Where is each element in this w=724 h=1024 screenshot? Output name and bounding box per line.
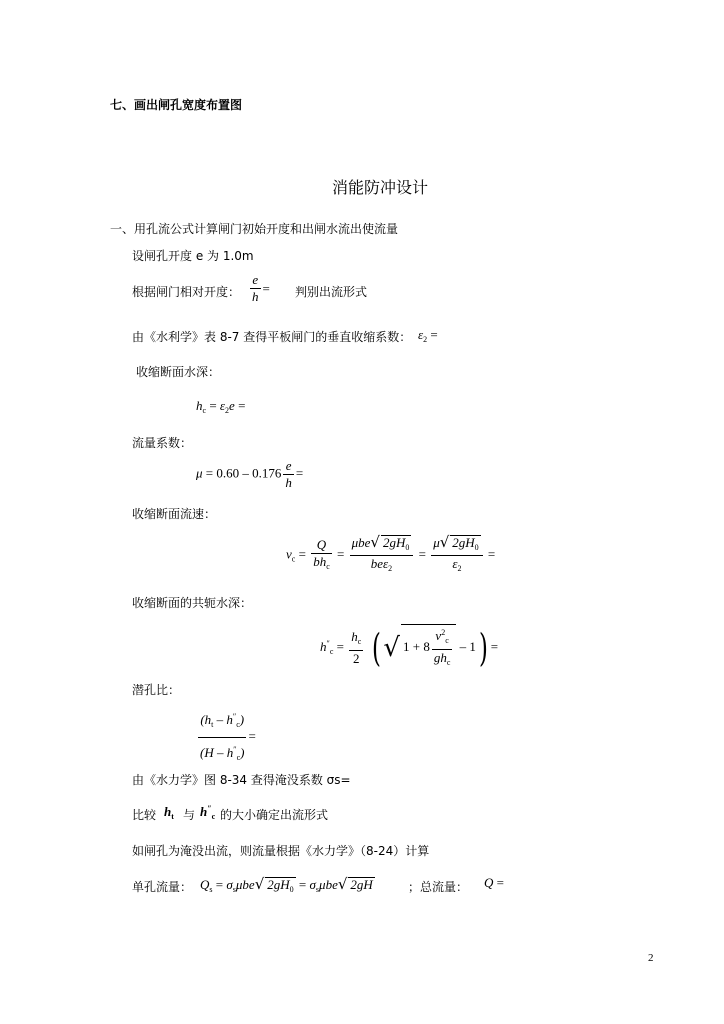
compare-and: 与 — [183, 808, 196, 822]
section-7-title: 七、画出闸孔宽度布置图 — [110, 98, 243, 112]
opening-line: 设闸孔开度 e 为 1.0m — [132, 249, 254, 263]
coef-8: 8 — [423, 638, 430, 654]
page-number: 2 — [648, 952, 654, 964]
coef-2: 2 — [353, 651, 360, 666]
total-flow-label: ；总流量： — [408, 880, 469, 894]
epsilon2-formula: $\varepsilon_2$ = — [418, 327, 438, 344]
submerge-coef-line: 由《水力学》图 8-34 查得淹没系数 σs= — [132, 773, 351, 787]
velocity-formula: $v_c$ = $\frac{Q}{bh_c}$ = $\frac{\mu be√ 2gH_0}{be\varepsilon_2}$ = $\frac{\mu√ 2gH_0}{\varepsilon_2}$ = — [286, 533, 496, 573]
submerged-ratio-label: 潜孔比： — [132, 683, 181, 697]
coef-1b: 1 — [469, 638, 476, 654]
submerged-ratio-formula: $\frac{(h_t - h''_c)}{(H - h''_c)}$ = — [196, 705, 256, 770]
compare-ht: $h_t$ — [164, 804, 174, 821]
single-flow-label: 单孔流量： — [132, 880, 193, 894]
conjugate-depth-label: 收缩断面的共轭水深： — [132, 596, 253, 610]
contraction-depth-formula: $h_c = \varepsilon_2e$ = — [196, 398, 246, 415]
compare-prefix: 比较 — [132, 808, 157, 822]
velocity-label: 收缩断面流速： — [132, 507, 217, 521]
contraction-depth-label: 收缩断面水深： — [136, 365, 221, 379]
conjugate-depth-formula: $h''_c$ = $\frac{h_c}{2}$ ( √ 1 + 8 $\frac{v^2_c}{gh_c}$ – 1) = — [320, 626, 499, 670]
single-flow-formula: $Q_s = \sigma_s\mu be√$ $2gH_0 = \sigma_s\mu be√$ 2gH — [200, 875, 375, 897]
if-submerged-line: 如闸孔为淹没出流，则流量根据《水力学》（8-24）计算 — [132, 844, 430, 858]
compare-hc: $h''_c$ — [200, 804, 216, 821]
mu-const-2: 0.176 — [252, 465, 282, 481]
relative-opening-suffix: 判别出流形式 — [295, 285, 368, 299]
mu-const-1: 0.60 — [216, 465, 240, 481]
flow-coef-label: 流量系数： — [132, 436, 193, 450]
compare-suffix: 的大小确定出流形式 — [220, 808, 329, 822]
coef-1a: 1 — [402, 638, 410, 654]
section-1-heading: 一、用孔流公式计算闸门初始开度和出闸水流出使流量 — [110, 222, 399, 236]
flow-coef-formula: μ = 0.60 – 0.176 $\frac{e}{h}$ = — [196, 458, 304, 490]
contraction-coef-line: 由《水利学》表 8-7 查得平板闸门的垂直收缩系数： — [132, 330, 412, 344]
relative-opening-label: 根据闸门相对开度： — [132, 285, 241, 299]
page-title: 消能防冲设计 — [332, 178, 429, 197]
total-flow-formula: Q = — [484, 875, 504, 890]
relative-opening-formula: $\frac{e}{h}$ = — [252, 272, 270, 304]
